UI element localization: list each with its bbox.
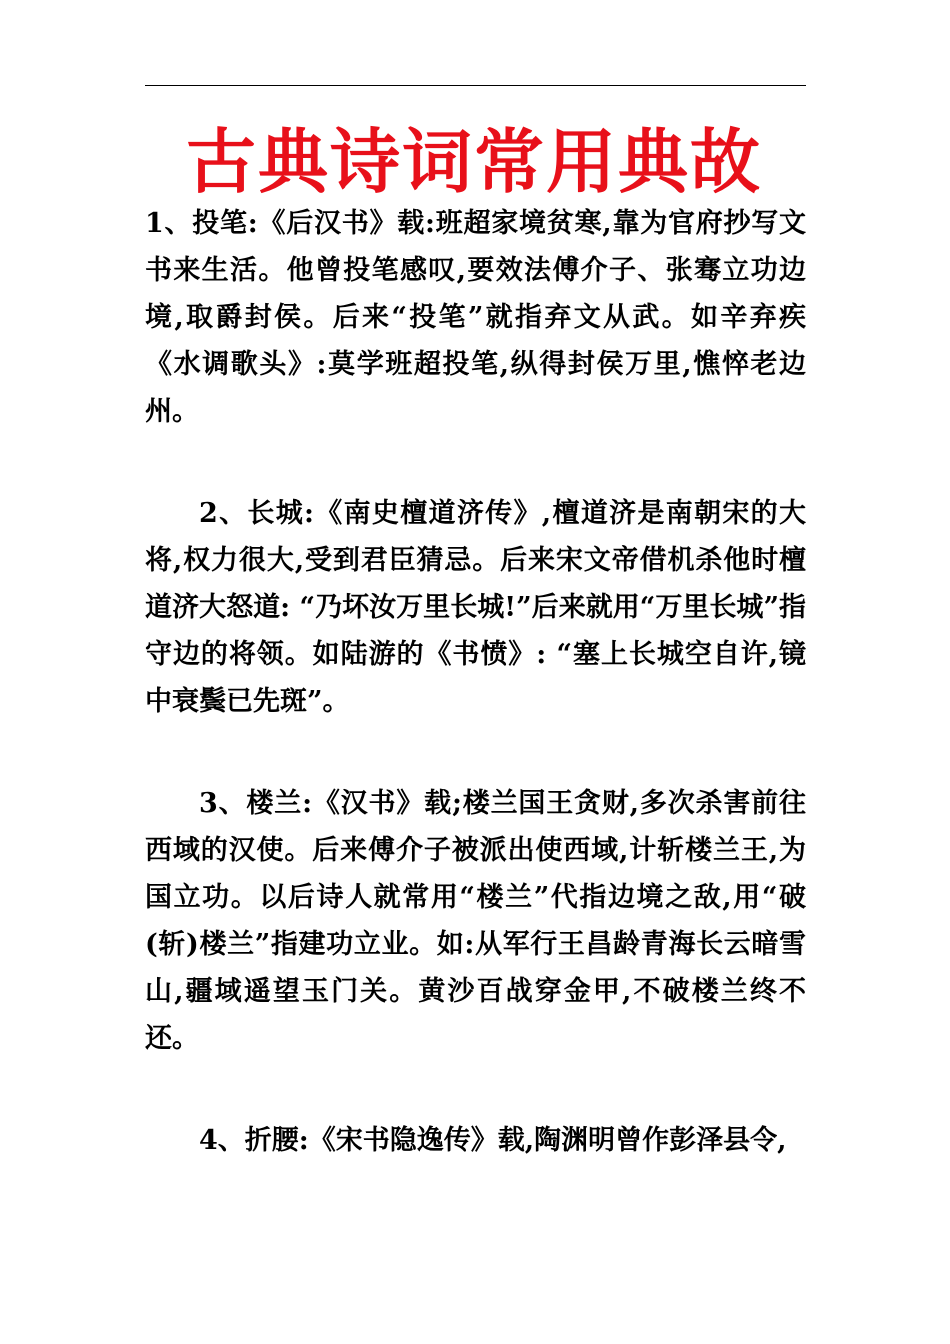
paragraph-1-toubi: 1、投笔:《后汉书》载:班超家境贫寒,靠为官府抄写文书来生活。他曾投笔感叹,要效法傅介子、张骞立功边境,取爵封侯。后来“投笔”就指弃文从武。如辛弃疾《水调歌头》:莫学班超投笔,纵得封侯万里,憔悴老边州。	[145, 208, 806, 427]
document-title: 古典诗词常用典故	[186, 120, 762, 203]
paragraph-4-zheyao: 4、折腰:《宋书隐逸传》载,陶渊明曾作彭泽县令,	[199, 1125, 787, 1156]
document-body	[145, 200, 806, 1164]
paragraph-2-changcheng: 2、长城:《南史檀道济传》,檀道济是南朝宋的大将,权力很大,受到君臣猜忌。后来宋文帝借机杀他时檀道济大怒道: “乃坏汝万里长城!”后来就用“万里长城”指守边的将领。如陆游的《书愤》: “塞上长城空自许,镜中衰鬓已先斑”。	[145, 498, 806, 717]
header-rule	[145, 85, 806, 86]
paragraph-3-loulan: 3、楼兰:《汉书》载;楼兰国王贪财,多次杀害前往西域的汉使。后来傅介子被派出使西域,计斩楼兰王,为国立功。以后诗人就常用“楼兰”代指边境之敌,用“破(斩)楼兰”指建功立业。如:从军行王昌龄青海长云暗雪山,疆域遥望玉门关。黄沙百战穿金甲,不破楼兰终不还。	[145, 788, 806, 1054]
